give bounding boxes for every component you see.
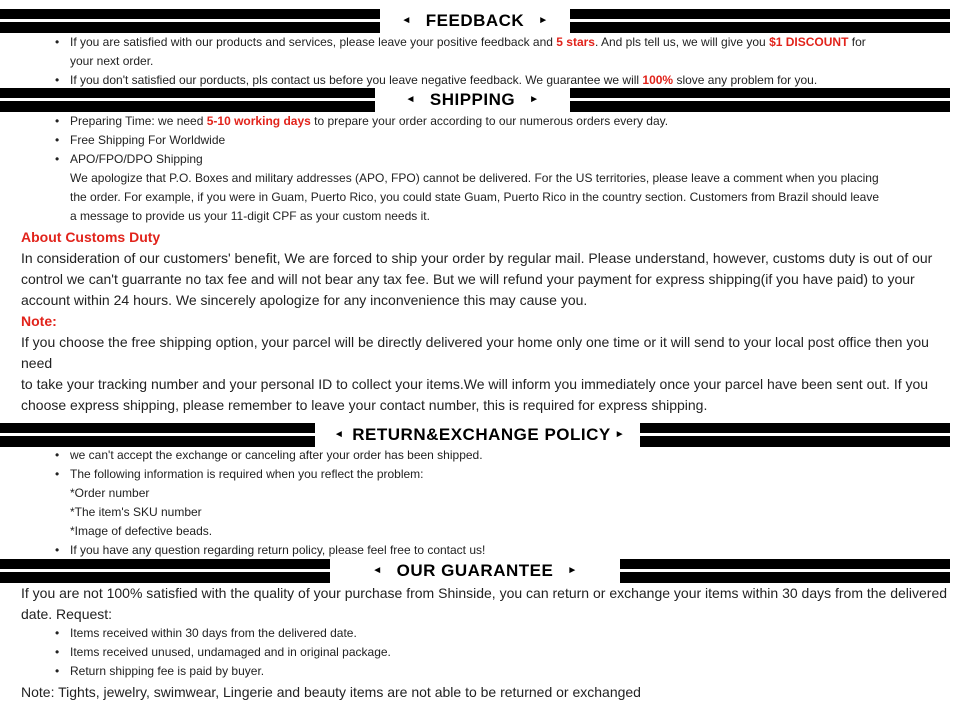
returns-banner — [0, 423, 959, 447]
text-line: If you are not 100% satisfied with the quality of your purchase from Shinside, you can return or exchange your items within 30 days from the delivered — [21, 585, 948, 601]
list-item: • we can't accept the exchange or canceling after your order has been shipped. — [0, 446, 959, 465]
feedback-list — [0, 33, 959, 90]
guarantee-list — [0, 624, 959, 681]
list-item: • Items received unused, undamaged and in original package. — [0, 643, 959, 662]
text-line: date. Request: — [21, 606, 113, 622]
list-item: • Preparing Time: we need 5-10 working days to prepare your order according to our numerous orders every day. — [0, 112, 959, 131]
shipping-list — [0, 112, 959, 226]
arrow-left-icon: ◄ — [401, 14, 412, 26]
arrow-left-icon: ◄ — [333, 428, 345, 440]
list-item-continuation: the order. For example, if you were in Guam, Puerto Rico, you could state Guam, Puerto Rico in the country section. Customers from Brazil should leave — [70, 190, 880, 204]
arrow-right-icon: ► — [567, 564, 578, 576]
banner-bar-left — [0, 9, 380, 33]
list-item-continuation: your next order. — [70, 54, 154, 68]
text-line: In consideration of our customers' benefit, We are forced to ship your order by regular mail. Please understand, however, customs duty is out of our — [21, 250, 933, 266]
customs-paragraph — [21, 248, 956, 311]
feedback-title: ◄ FEEDBACK ► — [380, 9, 570, 33]
list-item: • APO/FPO/DPO Shipping — [0, 150, 959, 169]
returns-title: ◄ RETURN&EXCHANGE POLICY ► — [315, 423, 640, 447]
guarantee-paragraph — [21, 583, 956, 625]
arrow-right-icon: ► — [614, 428, 626, 440]
banner-bar-left — [0, 423, 315, 447]
list-item: • Items received within 30 days from the delivered date. — [0, 624, 959, 643]
banner-bar-right — [620, 559, 950, 583]
banner-bar-left — [0, 559, 330, 583]
guarantee-banner — [0, 559, 959, 583]
list-item: • If you don't satisfied our porducts, pls contact us before you leave negative feedback. We guarantee we will 100% slove any problem for you. — [0, 71, 959, 90]
shipping-banner — [0, 88, 959, 112]
feedback-banner — [0, 9, 959, 33]
guarantee-note: Note: Tights, jewelry, swimwear, Lingerie and beauty items are not able to be returned or exchanged — [21, 684, 641, 700]
text-line: account within 24 hours. We sincerely apologize for any inconvenience this may cause you. — [21, 292, 588, 308]
banner-bar-right — [570, 88, 950, 112]
text-line: choose express shipping, please remember to leave your contact number, this is required for express shipping. — [21, 397, 708, 413]
list-item: • If you are satisfied with our products and services, please leave your positive feedback and 5 stars. And pls tell us, we will give you $1 DISCOUNT for — [0, 33, 959, 52]
list-item: • If you have any question regarding return policy, please feel free to contact us! — [0, 541, 959, 560]
returns-list — [0, 446, 959, 560]
banner-bar-right — [570, 9, 950, 33]
note-heading: Note: — [21, 313, 57, 329]
arrow-right-icon: ► — [529, 93, 540, 105]
banner-bar-left — [0, 88, 375, 112]
list-item: • Free Shipping For Worldwide — [0, 131, 959, 150]
text-line: If you choose the free shipping option, your parcel will be directly delivered your home only one time or it will send to your local post office then you need — [21, 334, 929, 371]
list-item: • The following information is required when you reflect the problem: — [0, 465, 959, 484]
arrow-right-icon: ► — [538, 14, 549, 26]
arrow-left-icon: ◄ — [405, 93, 416, 105]
banner-bar-right — [640, 423, 950, 447]
shipping-title: ◄ SHIPPING ► — [375, 88, 570, 112]
customs-heading: About Customs Duty — [21, 229, 161, 245]
list-item-continuation: We apologize that P.O. Boxes and military addresses (APO, FPO) cannot be delivered. For the US territories, please leave a comment when you placing — [70, 171, 879, 185]
list-item-continuation: a message to provide us your 11-digit CPF as your custom needs it. — [70, 209, 430, 223]
text-line: control we can't guarrante no tax fee and will not bear any tax fee. But we will refund your payment for express shipping(if you have paid) to your — [21, 271, 915, 287]
text-line: to take your tracking number and your personal ID to collect your items.We will inform you immediately once your parcel have been sent out. If you — [21, 376, 929, 392]
note-paragraph — [21, 332, 956, 416]
list-item-continuation: *Order number — [70, 486, 150, 500]
guarantee-title: ◄ OUR GUARANTEE ► — [330, 559, 620, 583]
list-item-continuation: *The item's SKU number — [70, 505, 202, 519]
list-item: • Return shipping fee is paid by buyer. — [0, 662, 959, 681]
arrow-left-icon: ◄ — [372, 564, 383, 576]
list-item-continuation: *Image of defective beads. — [70, 524, 213, 538]
